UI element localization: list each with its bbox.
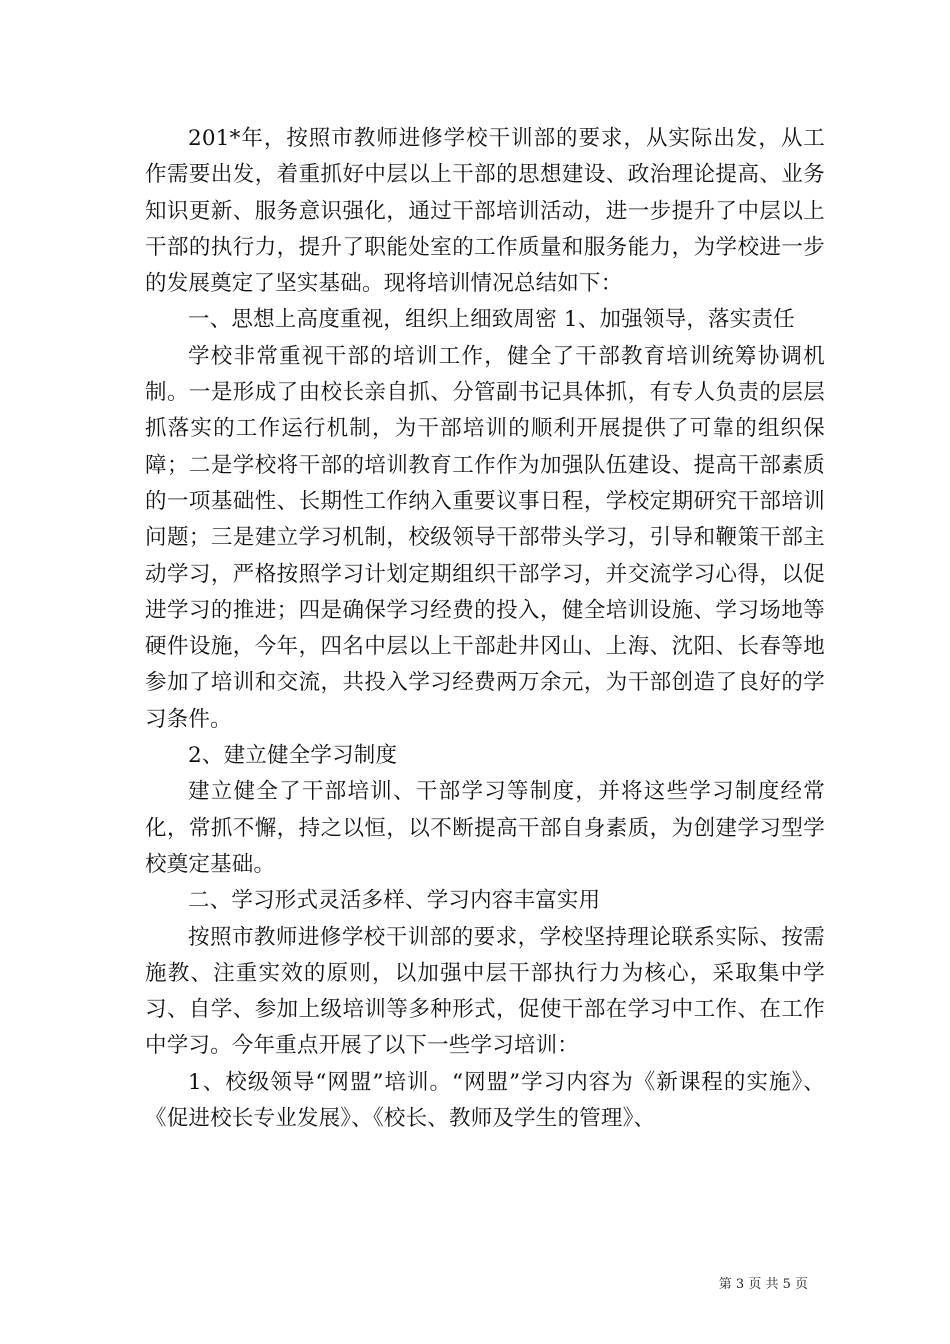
- heading-study-system: 2、建立健全学习制度: [188, 743, 398, 769]
- paragraph-intro: 201*年，按照市教师进修学校干训部的要求，从实际出发，从工作需要出发，着重抓好中层以上干部的思想建设、政治理论提高、业务知识更新、服务意识强化，通过干部培训活动，进一步提升了中层以上干部的执行力，提升了职能处室的工作质量和服务能力，为学校进一步的发展奠定了坚实基础。现将培训情况总结如下：: [145, 126, 825, 297]
- heading-section-2: 二、学习形式灵活多样、学习内容丰富实用: [188, 888, 601, 914]
- paragraph-network-training: 1、校级领导“网盟”培训。“网盟”学习内容为《新课程的实施》、《促进校长专业发展》、《校长、教师及学生的管理》、: [145, 1069, 825, 1132]
- paragraph-study-forms: 按照市教师进修学校干训部的要求，学校坚持理论联系实际、按需施教、注重实效的原则，以加强中层干部执行力为核心，采取集中学习、自学、参加上级培训等多种形式，促使干部在学习中工作、在工作中学习。今年重点开展了以下一些学习培训：: [145, 924, 825, 1059]
- heading-section-1: 一、思想上高度重视，组织上细致周密 1、加强领导，落实责任: [188, 307, 795, 333]
- paragraph-study-system: 建立健全了干部培训、干部学习等制度，并将这些学习制度经常化，常抓不懈，持之以恒，以不断提高干部自身素质，为创建学习型学校奠定基础。: [145, 779, 825, 877]
- document-body: [145, 121, 825, 1137]
- paragraph-leadership: 学校非常重视干部的培训工作，健全了干部教育培训统筹协调机制。一是形成了由校长亲自抓、分管副书记具体抓，有专人负责的层层抓落实的工作运行机制，为干部培训的顺利开展提供了可靠的组织保障；二是学校将干部的培训教育工作作为加强队伍建设、提高干部素质的一项基础性、长期性工作纳入重要议事日程，学校定期研究干部培训问题；三是建立学习机制，校级领导干部带头学习，引导和鞭策干部主动学习，严格按照学习计划定期组织干部学习，并交流学习心得，以促进学习的推进；四是确保学习经费的投入，健全培训设施、学习场地等硬件设施，今年，四名中层以上干部赴井冈山、上海、沈阳、长春等地参加了培训和交流，共投入学习经费两万余元，为干部创造了良好的学习条件。: [145, 343, 825, 732]
- page-number-footer: 第 3 页 共 5 页: [718, 1277, 808, 1292]
